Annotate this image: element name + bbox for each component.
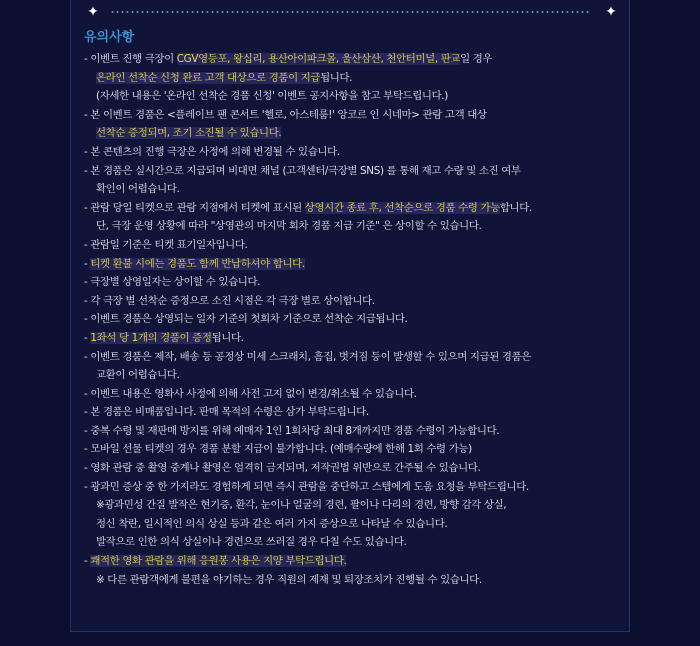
notice-item-line — [84, 366, 614, 385]
notice-item-line — [84, 106, 614, 125]
notice-item-line — [84, 515, 614, 534]
sparkle-icon: ✦ — [605, 4, 617, 20]
notice-text: 일 경우 — [460, 53, 493, 65]
notice-text: - — [84, 257, 91, 270]
notice-text: 단, 극장 운영 상황에 따라 "상영관의 마지막 회차 경품 지급 기준" 은 상이할 수 있습니다. — [96, 220, 482, 233]
notice-item-line — [84, 273, 614, 292]
notice-item — [84, 310, 614, 329]
notice-item-line — [84, 552, 614, 571]
dotted-divider — [110, 11, 590, 13]
notice-item-line — [84, 440, 614, 459]
notice-text: - 본 콘텐츠의 진행 극장은 사정에 의해 변경될 수 있습니다. — [84, 145, 340, 158]
notice-text: - 관람일 기준은 티켓 표기일자입니다. — [84, 238, 248, 251]
notice-item — [84, 255, 614, 274]
notice-item-line — [84, 571, 614, 590]
highlighted-text: CGV영등포, 왕십리, 용산아이파크몰, 울산삼산, 천안터미널, 판교 — [176, 53, 461, 65]
notice-item — [84, 143, 614, 162]
highlighted-text: 티켓 환불 시에는 경품도 함께 반납하셔야 합니다. — [90, 257, 305, 270]
notice-item-line — [84, 496, 614, 515]
notice-text: (자세한 내용은 '온라인 선착순 경품 신청' 이벤트 공지사항을 참고 부탁드립니다.) — [96, 90, 448, 103]
notice-text: ※광과민성 간질 발작은 현기증, 환각, 눈이나 얼굴의 경련, 팔이나 다리의 경련, 방향 감각 상실, — [96, 499, 507, 512]
highlighted-text: 상영시간 종료 후, 선착순으로 경품 수령 가능 — [304, 201, 500, 214]
notice-text: - 본 이벤트 경품은 <플레이브 팬 콘서트 '헬로, 아스테룸!' 앙코르 인 시네마> 관람 고객 대상 — [84, 108, 487, 121]
highlighted-text: 1좌석 당 1개의 경품이 증정 — [90, 331, 212, 344]
notice-text: 됩니다. — [211, 331, 244, 344]
notice-item-line — [84, 217, 614, 236]
notice-item-line — [84, 533, 614, 552]
notice-item-line — [84, 348, 614, 367]
notice-item — [84, 552, 614, 589]
notice-text: - 이벤트 내용은 영화사 사정에 의해 사전 고지 없이 변경/취소될 수 있습니다. — [84, 387, 417, 400]
notice-text: 됩니다. — [320, 71, 353, 84]
notice-section — [84, 30, 614, 589]
notice-item-line — [84, 162, 614, 181]
notice-item — [84, 348, 614, 385]
notice-text: - — [84, 331, 91, 344]
highlighted-text: 온라인 선착순 신청 완료 고객 대상으로 경품이 지급 — [96, 71, 321, 84]
notice-item-line — [84, 329, 614, 348]
highlighted-text: 선착순 증정되며, 조기 소진될 수 있습니다. — [96, 127, 282, 140]
notice-item-line — [84, 50, 614, 69]
notice-item — [84, 459, 614, 478]
notice-text: - 모바일 선물 티켓의 경우 경품 분할 지급이 불가합니다. (예매수량에 한해 1회 수령 가능) — [84, 443, 472, 456]
notice-item-line — [84, 180, 614, 199]
notice-item — [84, 422, 614, 441]
notice-text: 발작으로 인한 의식 상실이나 경련으로 쓰러질 경우 다칠 수도 있습니다. — [96, 536, 407, 549]
notice-item-line — [84, 236, 614, 255]
notice-title: 유의사항 — [84, 30, 135, 45]
notice-text: 합니다. — [499, 201, 532, 214]
notice-text: - 이벤트 경품은 상영되는 일자 기준의 첫회차 기준으로 선착순 지급됩니다. — [84, 313, 408, 326]
notice-item — [84, 440, 614, 459]
notice-text: - 각 극장 별 선착순 증정으로 소진 시점은 각 극장 별로 상이합니다. — [84, 294, 375, 307]
notice-item — [84, 403, 614, 422]
notice-text: - 본 경품은 실시간으로 지급되며 비대면 채널 (고객센터/극장별 SNS) 를 통해 재고 수량 및 소진 여부 — [84, 164, 521, 177]
notice-text: - 중복 수령 및 재판매 방지를 위해 예매자 1인 1회차당 최대 8개까지만 경품 수령이 가능합니다. — [84, 424, 500, 437]
notice-item — [84, 162, 614, 199]
notice-item — [84, 106, 614, 143]
notice-item — [84, 478, 614, 552]
notice-list — [84, 50, 614, 589]
notice-item-line — [84, 87, 614, 106]
notice-text: - 광과민 증상 중 한 가지라도 경험하게 되면 즉시 관람을 중단하고 스텝에게 도움 요청을 부탁드립니다. — [84, 480, 529, 493]
notice-item-line — [84, 124, 614, 143]
notice-item-line — [84, 478, 614, 497]
notice-item-line — [84, 459, 614, 478]
notice-item-line — [84, 143, 614, 162]
notice-text: 교환이 어렵습니다. — [96, 369, 180, 382]
notice-item-line — [84, 255, 614, 274]
sparkle-icon: ✦ — [87, 4, 99, 20]
notice-item — [84, 50, 614, 106]
notice-item — [84, 385, 614, 404]
notice-text: 정신 착란, 일시적인 의식 상실 등과 같은 여러 가지 증상으로 나타날 수 있습니다. — [96, 517, 448, 530]
notice-text: ※ 다른 관람객에게 불편을 야기하는 경우 직원의 제재 및 퇴장조치가 진행될 수 있습니다. — [96, 573, 482, 586]
notice-item — [84, 329, 614, 348]
notice-item-line — [84, 310, 614, 329]
notice-text: - 극장별 상영일자는 상이할 수 있습니다. — [84, 276, 261, 289]
notice-item-line — [84, 199, 614, 218]
notice-item — [84, 236, 614, 255]
notice-text: - 관람 당일 티켓으로 관람 지점에서 티켓에 표시된 — [84, 201, 305, 214]
notice-text: - 본 경품은 비매품입니다. 판매 목적의 수령은 삼가 부탁드립니다. — [84, 406, 369, 419]
notice-item-line — [84, 403, 614, 422]
notice-text: - 이벤트 진행 극장이 — [84, 53, 177, 65]
notice-text: - — [84, 555, 91, 568]
notice-text: 확인이 어렵습니다. — [96, 183, 180, 196]
notice-item — [84, 273, 614, 292]
notice-item — [84, 199, 614, 236]
notice-item-line — [84, 422, 614, 441]
notice-item-line — [84, 69, 614, 88]
notice-item-line — [84, 292, 614, 311]
notice-text: - 이벤트 경품은 제작, 배송 등 공정상 미세 스크래치, 흠집, 벗겨짐 등이 발생할 수 있으며 지급된 경품은 — [84, 350, 531, 363]
notice-text: - 영화 관람 중 촬영 중계나 촬영은 엄격히 금지되며, 저작권법 위반으로 간주될 수 있습니다. — [84, 462, 481, 475]
notice-item-line — [84, 385, 614, 404]
highlighted-text: 쾌적한 영화 관람을 위해 응원봉 사용은 지양 부탁드립니다. — [90, 555, 347, 568]
notice-item — [84, 292, 614, 311]
